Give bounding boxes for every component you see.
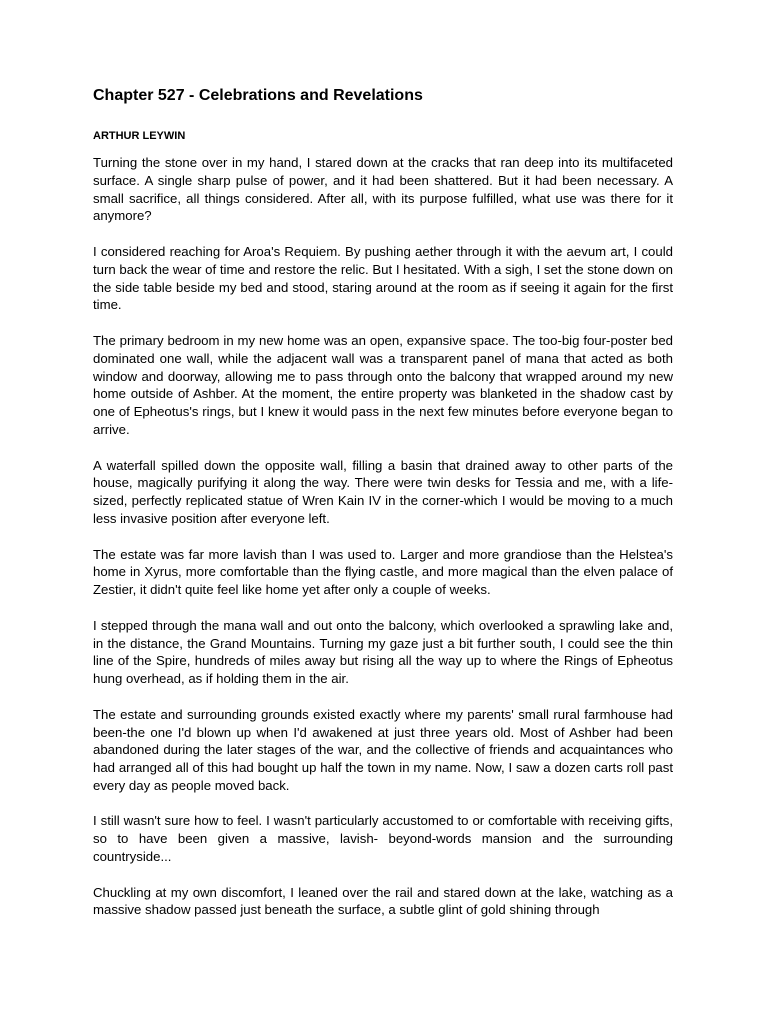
author-heading: ARTHUR LEYWIN: [93, 130, 186, 142]
paragraph: A waterfall spilled down the opposite wall, filling a basin that drained away to other parts of the house, magically purifying it along the way. There were twin desks for Tessia and me, with a life-sized, perfectly replicated statue of Wren Kain IV in the corner-which I would be moving to a much less invasive position after everyone left.: [93, 457, 673, 526]
paragraph: I stepped through the mana wall and out onto the balcony, which overlooked a sprawling lake and, in the distance, the Grand Mountains. Turning my gaze just a bit further south, I could see the thin line of the Spire, hundreds of miles away but rising all the way up to where the Rings of Epheotus hung overhead, as if holding them in the air.: [93, 617, 673, 687]
chapter-title: Chapter 527 - Celebrations and Revelations: [93, 87, 423, 104]
paragraph: Chuckling at my own discomfort, I leaned over the rail and stared down at the lake, watching as a massive shadow passed just beneath the surface, a subtle glint of gold shining through: [93, 884, 673, 918]
paragraph: The estate and surrounding grounds existed exactly where my parents' small rural farmhouse had been-the one I'd blown up when I'd awakened at just three years old. Most of Ashber had been abandoned during the later stages of the war, and the collective of friends and acquaintances who had arranged all of this had bought up half the town in my name. Now, I saw a dozen carts roll past every day as people moved back.: [93, 706, 673, 793]
paragraph: I still wasn't sure how to feel. I wasn't particularly accustomed to or comfortable with receiving gifts, so to have been given a massive, lavish- beyond-words mansion and the surrounding countryside...: [93, 813, 673, 865]
paragraph: The primary bedroom in my new home was an open, expansive space. The too-big four-poster bed dominated one wall, while the adjacent wall was a transparent panel of mana that acted as both window and doorway, allowing me to pass through onto the balcony that wrapped around my new home outside of Ashber. At the moment, the entire property was blanketed in the shadow cast by one of Epheotus's rings, but I knew it would pass in the next few minutes before everyone began to arrive.: [93, 332, 673, 437]
paragraph: The estate was far more lavish than I was used to. Larger and more grandiose than the Helstea's home in Xyrus, more comfortable than the flying castle, and more magical than the elven palace of Zestier, it didn't quite feel like home yet after only a couple of weeks.: [93, 546, 673, 598]
paragraph: Turning the stone over in my hand, I stared down at the cracks that ran deep into its multifaceted surface. A single sharp pulse of power, and it had been shattered. But it had been necessary. A small sacrifice, all things considered. After all, with its purpose fulfilled, what use was there for it anymore?: [93, 155, 673, 224]
document-page: [93, 86, 673, 919]
chapter-body: [93, 154, 673, 919]
paragraph: I considered reaching for Aroa's Requiem. By pushing aether through it with the aevum art, I could turn back the wear of time and restore the relic. But I hesitated. With a sigh, I set the stone down on the side table beside my bed and stood, staring around at the room as if seeing it again for the first time.: [93, 243, 673, 313]
